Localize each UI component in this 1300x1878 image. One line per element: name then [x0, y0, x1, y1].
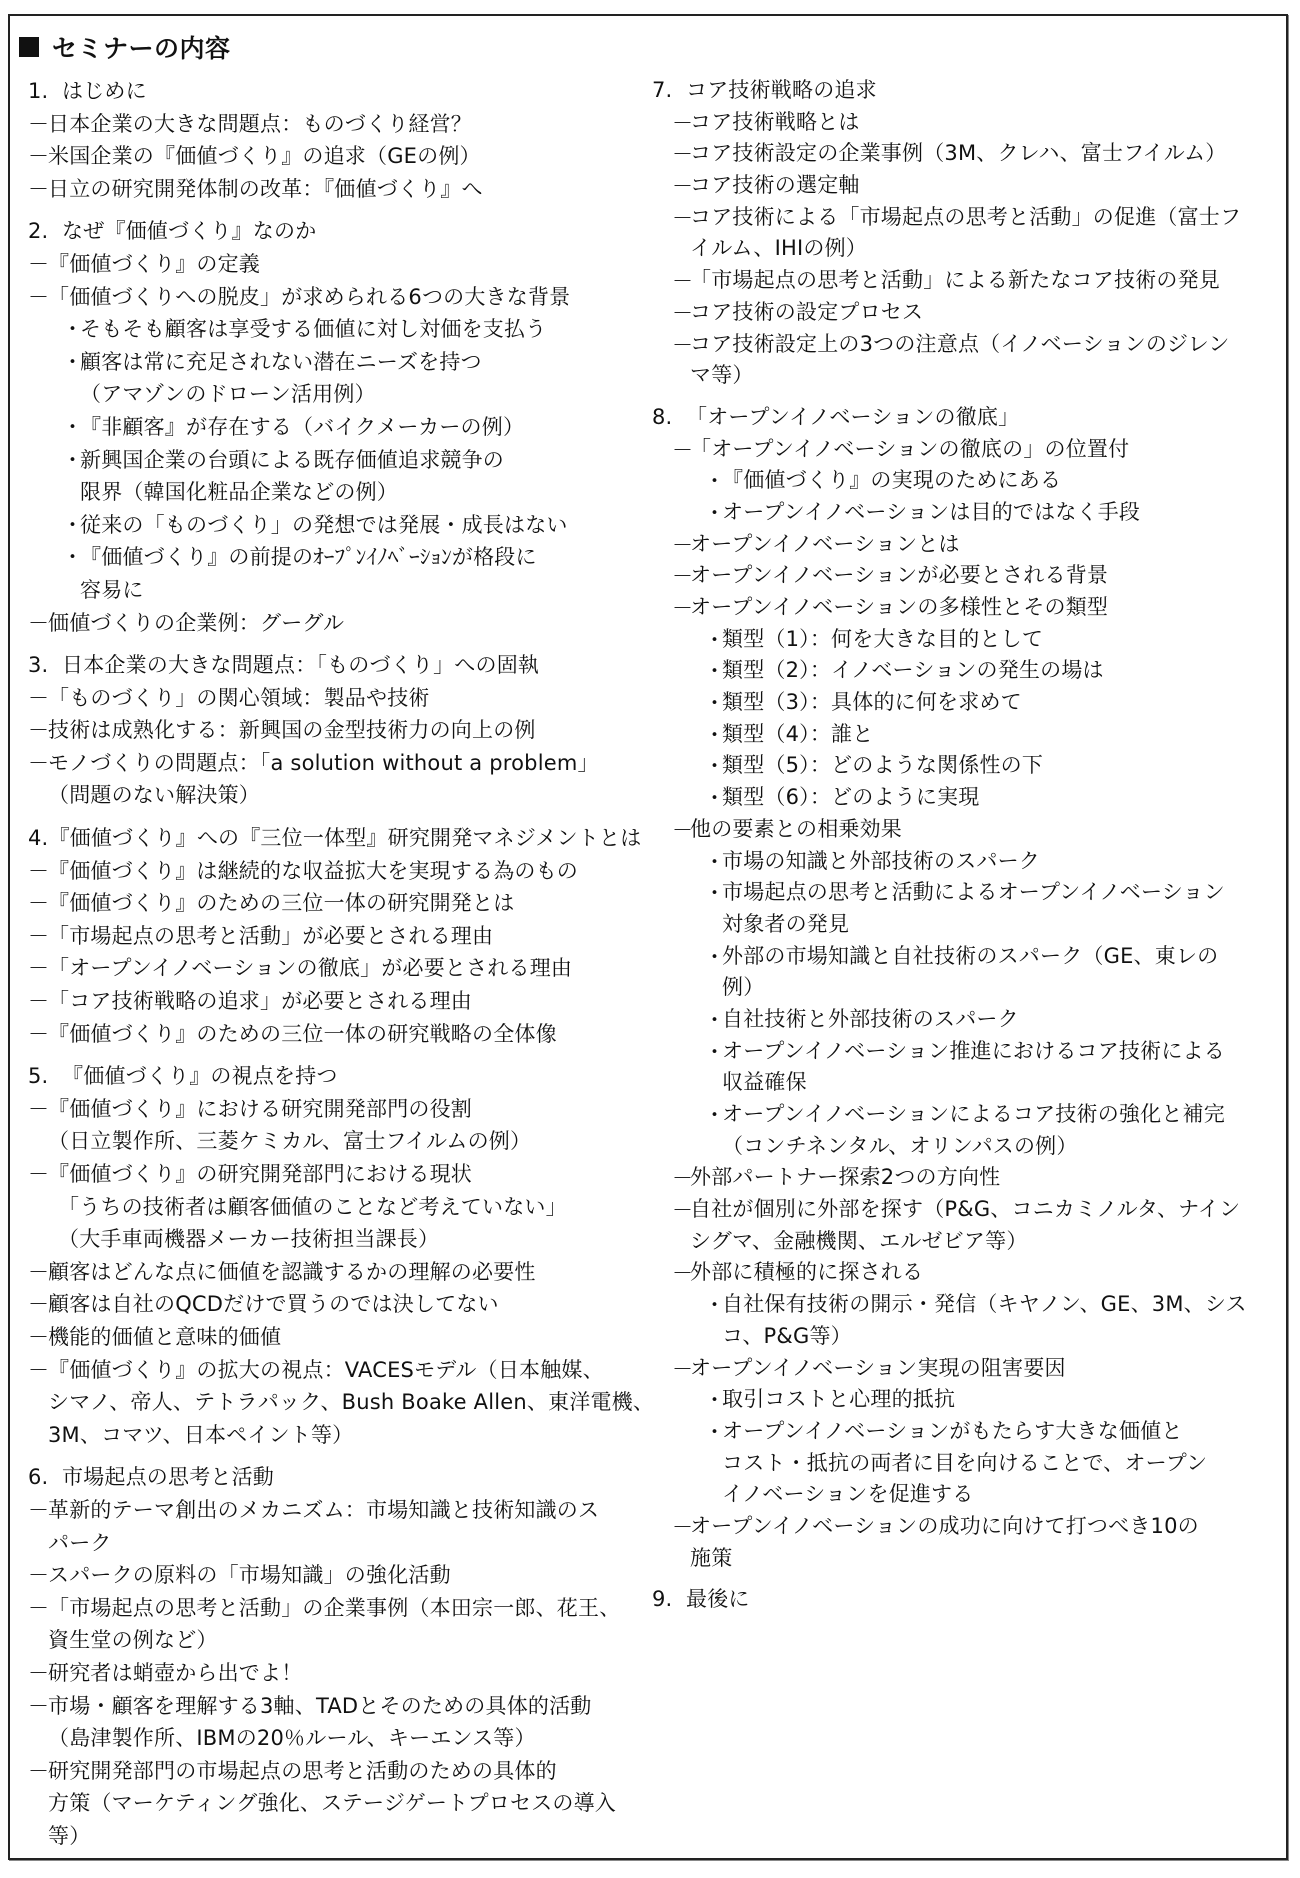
bullet-icon: ・	[704, 1007, 726, 1032]
dash-icon: －	[672, 205, 694, 230]
right-column	[652, 75, 1282, 1626]
item-text-line: 収益確保	[722, 1070, 807, 1095]
item-text-line: オープンイノベーションの多様性とその類型	[690, 595, 1109, 619]
dash-icon: －	[28, 1021, 50, 1046]
bullet-item	[28, 313, 638, 346]
bullet-item	[652, 1289, 1282, 1352]
dash-icon: －	[28, 956, 50, 981]
outline-section	[28, 215, 638, 639]
bullet-icon: ・	[62, 512, 84, 537]
dash-item	[28, 952, 638, 985]
item-text-line: 新興国企業の台頭による既存価値追求競争の	[80, 447, 504, 472]
section-heading-text: はじめに	[62, 79, 147, 103]
item-text-line: コア技術の設定プロセス	[690, 299, 924, 324]
item-text-line: 類型（2）：イノベーションの発生の場は	[722, 658, 1104, 683]
dash-icon: －	[28, 1259, 50, 1284]
outline-section	[28, 822, 642, 1050]
dash-item	[28, 985, 638, 1018]
dash-item	[652, 202, 1282, 265]
bullet-icon: ・	[704, 1419, 726, 1444]
dash-icon: －	[28, 144, 50, 169]
dash-icon: －	[672, 1166, 694, 1191]
bullet-item	[652, 1416, 1282, 1511]
section-heading	[28, 215, 638, 248]
item-text-line: 「ものづくり」の関心領域：製品や技術	[48, 685, 430, 710]
item-text-line: オープンイノベーションがもたらす大きな価値と	[722, 1418, 1183, 1443]
dash-icon: －	[28, 1357, 50, 1382]
item-text-line: コア技術の選定軸	[690, 173, 860, 198]
dash-icon: －	[28, 1595, 50, 1620]
bullet-item	[652, 719, 1282, 751]
item-text-line: 自社保有技術の開示・発信（キヤノン、GE、3M、シス	[722, 1292, 1247, 1317]
item-text-line: 類型（1）：何を大きな目的として	[722, 626, 1044, 651]
section-heading-text: 日本企業の大きな問題点：「ものづくり」への固執	[62, 653, 540, 678]
section-heading-text: 「オープンイノベーションの徹底」	[686, 404, 1020, 429]
black-square-icon	[19, 37, 39, 57]
dash-item	[28, 855, 638, 888]
item-text-line: 取引コストと心理的抵抗	[722, 1387, 956, 1412]
item-text-line: （日立製作所、三菱ケミカル、富士フイルムの例）	[48, 1129, 532, 1154]
section-number: 1.	[28, 79, 49, 103]
item-text-line: 外部に積極的に探される	[690, 1260, 924, 1285]
item-text-line: シマノ、帝人、テトラパック、Bush Boake Allen、東洋電機、	[48, 1390, 655, 1415]
item-text-line: オープンイノベーションが必要とされる背景	[690, 563, 1109, 588]
item-text-line: オープンイノベーション推進におけるコア技術による	[722, 1038, 1225, 1063]
dash-item	[28, 1093, 638, 1158]
item-text-line: 「うちの技術者は顧客価値のことなど考えていない」	[58, 1194, 567, 1219]
dash-item	[652, 434, 1282, 466]
dash-icon: －	[672, 269, 694, 294]
item-text-line: 『価値づくり』の拡大の視点：VACESモデル（日本触媒、	[48, 1357, 604, 1382]
item-text-line: コア技術戦略とは	[690, 109, 860, 134]
item-text-line: イルム、IHIの例）	[690, 236, 867, 261]
dash-item	[652, 297, 1282, 329]
item-text-line: 例）	[722, 975, 765, 1000]
item-text-line: 『価値づくり』のための三位一体の研究戦略の全体像	[48, 1021, 557, 1046]
bullet-item	[28, 346, 638, 411]
section-number: 6.	[28, 1465, 49, 1490]
bullet-icon: ・	[704, 1103, 726, 1127]
section-heading-text: なぜ『価値づくり』なのか	[62, 219, 317, 244]
dash-item	[28, 1657, 638, 1690]
bullet-icon: ・	[704, 659, 726, 684]
item-text-line: 自社技術と外部技術のスパーク	[722, 1006, 1019, 1031]
dash-icon: －	[672, 110, 694, 135]
item-text-line: 「オープンイノベーションの徹底」が必要とされる理由	[48, 956, 573, 981]
outline-section	[28, 75, 638, 205]
item-text-line: 顧客はどんな点に価値を認識するかの理解の必要性	[48, 1259, 536, 1284]
dash-item	[652, 329, 1282, 392]
outline-section	[652, 1584, 1282, 1616]
bullet-item	[28, 411, 638, 444]
dash-icon: －	[672, 142, 694, 167]
bullet-icon: ・	[704, 754, 726, 779]
dash-item	[28, 747, 638, 812]
dash-icon: －	[672, 1514, 694, 1539]
left-column	[28, 75, 655, 1862]
dash-icon: －	[672, 1356, 694, 1381]
section-number: 2.	[28, 219, 49, 244]
item-text-line: 外部パートナー探索2つの方向性	[690, 1165, 1001, 1190]
dash-icon: －	[672, 1261, 694, 1286]
item-text-line: パーク	[48, 1530, 112, 1555]
item-text-line: 『価値づくり』の前提のｵｰﾌﾟﾝｲﾉﾍﾞｰｼｮﾝが格段に	[80, 545, 537, 570]
item-text-line: 市場・顧客を理解する3軸、TADとそのための具体的活動	[48, 1693, 592, 1718]
dash-icon: －	[28, 610, 50, 635]
bullet-item	[652, 497, 1282, 529]
dash-icon: －	[28, 1563, 50, 1588]
item-text-line: 対象者の発見	[722, 911, 850, 936]
item-text-line: 『非顧客』が存在する（バイクメーカーの例）	[80, 414, 525, 439]
page-title-text: セミナーの内容	[52, 34, 231, 63]
item-text-line: 他の要素との相乗効果	[690, 816, 902, 841]
dash-icon: －	[672, 596, 694, 620]
item-text-line: 価値づくりの企業例：グーグル	[48, 610, 345, 635]
dash-item	[28, 1321, 638, 1354]
item-text-line: 自社が個別に外部を探す（P&G、コニカミノルタ、ナイン	[690, 1197, 1241, 1222]
dash-item	[28, 1559, 638, 1592]
item-text-line: （島津製作所、IBMの20％ルール、キーエンス等）	[48, 1726, 536, 1751]
item-text-line: 市場の知識と外部技術のスパーク	[722, 848, 1040, 873]
bullet-item	[652, 782, 1282, 814]
dash-item	[28, 1018, 638, 1051]
dash-item	[652, 1353, 1282, 1385]
bullet-icon: ・	[704, 786, 726, 811]
item-text-line: 資生堂の例など）	[48, 1628, 218, 1653]
section-number: 7.	[652, 78, 673, 102]
bullet-icon: ・	[704, 469, 726, 494]
dash-icon: －	[28, 284, 50, 309]
section-heading-text: 『価値づくり』への『三位一体型』研究開発マネジメントとは	[48, 826, 642, 851]
bullet-item	[652, 846, 1282, 878]
item-text-line: イノベーションを促進する	[722, 1482, 974, 1507]
dash-item	[652, 560, 1282, 592]
bullet-item	[652, 624, 1282, 656]
item-text-line: オープンイノベーションによるコア技術の強化と補完	[722, 1102, 1225, 1126]
item-text-line: 「価値づくりへの脱皮」が求められる6つの大きな背景	[48, 284, 571, 309]
section-heading-text: 最後に	[686, 1587, 750, 1612]
section-heading	[652, 402, 1282, 434]
dash-icon: －	[672, 564, 694, 589]
item-text-line: 類型（6）：どのように実現	[722, 785, 980, 810]
dash-item	[28, 1690, 638, 1755]
bullet-item	[652, 941, 1282, 1004]
dash-item	[28, 1288, 638, 1321]
dash-icon: －	[28, 1324, 50, 1349]
item-text-line: 技術は成熟化する：新興国の金型技術力の向上の例	[48, 718, 536, 743]
section-number: 5.	[28, 1064, 49, 1089]
bullet-item	[652, 877, 1282, 940]
item-text-line: 外部の市場知識と自社技術のスパーク（GE、東レの	[722, 943, 1219, 968]
dash-item	[28, 714, 638, 747]
dash-icon: －	[28, 750, 50, 775]
item-text-line: （問題のない解決策）	[48, 783, 260, 808]
section-heading	[28, 1060, 638, 1093]
item-text-line: 容易に	[80, 577, 144, 602]
item-text-line: 『価値づくり』の実現のためにある	[722, 468, 1062, 493]
outline-section	[28, 649, 638, 812]
item-text-line: 限界（韓国化粧品企業などの例）	[80, 480, 398, 505]
outline-section	[28, 1060, 655, 1451]
dash-item	[28, 1158, 638, 1191]
item-text-line: 「市場起点の思考と活動」の企業事例（本田宗一郎、花王、	[48, 1595, 621, 1620]
bullet-item	[652, 465, 1282, 497]
bullet-icon: ・	[62, 317, 84, 342]
dash-icon: －	[672, 437, 694, 462]
section-heading	[28, 1461, 638, 1494]
item-text-line: 3M、コマツ、日本ペイント等）	[48, 1422, 354, 1447]
item-text-line: マ等）	[690, 363, 754, 388]
bullet-item	[652, 1384, 1282, 1416]
dash-icon: －	[672, 174, 694, 199]
item-text-line: 研究者は蛸壺から出でよ！	[48, 1660, 303, 1685]
section-heading	[28, 822, 642, 855]
bullet-icon: ・	[704, 849, 726, 874]
dash-item	[28, 682, 638, 715]
outline-section	[652, 402, 1282, 1574]
dash-icon: －	[28, 718, 50, 743]
dash-icon: －	[28, 1758, 50, 1783]
section-heading	[28, 75, 638, 108]
dash-item	[652, 1257, 1282, 1289]
item-text-line: 顧客は自社のQCDだけで買うのでは決してない	[48, 1292, 499, 1317]
dash-icon: －	[672, 332, 694, 357]
dash-icon: －	[28, 1096, 50, 1121]
bullet-icon: ・	[62, 414, 84, 439]
item-text-line: 方策（マーケティング強化、ステージゲートプロセスの導入	[48, 1791, 616, 1816]
dash-icon: －	[28, 891, 50, 916]
item-text-line: オープンイノベーションの成功に向けて打つべき10の	[690, 1513, 1199, 1538]
dash-icon: －	[28, 923, 50, 948]
dash-item	[652, 107, 1282, 139]
dash-item	[652, 529, 1282, 561]
dash-item	[652, 170, 1282, 202]
item-text-line: 市場起点の思考と活動によるオープンイノベーション	[722, 880, 1225, 905]
item-text-line: 『価値づくり』の研究開発部門における現状	[48, 1162, 472, 1186]
item-text-line: 米国企業の『価値づくり』の追求（GEの例）	[48, 144, 481, 169]
dash-icon: －	[28, 176, 50, 201]
item-text-line: 「市場起点の思考と活動」による新たなコア技術の発見	[690, 268, 1220, 293]
section-heading	[652, 1584, 1282, 1616]
item-text-line: 類型（5）：どのような関係性の下	[722, 753, 1044, 778]
bullet-icon: ・	[704, 881, 726, 906]
dash-item	[28, 887, 638, 920]
bullet-item	[652, 655, 1282, 687]
section-heading-text: 『価値づくり』の視点を持つ	[62, 1064, 338, 1089]
item-text-line: コ、P&G等）	[722, 1323, 852, 1348]
bullet-item	[28, 444, 638, 509]
dash-icon: －	[672, 817, 694, 842]
section-heading-text: コア技術戦略の追求	[686, 78, 877, 102]
dash-item	[28, 920, 638, 953]
dash-item	[28, 607, 638, 640]
item-text-line: （コンチネンタル、オリンパスの例）	[722, 1133, 1078, 1158]
item-text-line: 『価値づくり』は継続的な収益拡大を実現する為のもの	[48, 858, 578, 883]
dash-icon: －	[28, 251, 50, 276]
bullet-item	[652, 750, 1282, 782]
bullet-icon: ・	[704, 722, 726, 747]
item-text-line: 従来の「ものづくり」の発想では発展・成長はない	[80, 512, 568, 537]
item-text-line: コア技術設定の企業事例（3M、クレハ、富士フイルム）	[690, 141, 1227, 166]
bullet-item	[28, 541, 638, 606]
bullet-item	[28, 509, 638, 542]
bullet-icon: ・	[704, 1293, 726, 1318]
item-text-line: 『価値づくり』の定義	[48, 251, 260, 276]
bullet-icon: ・	[704, 944, 726, 969]
dash-item	[28, 1755, 638, 1853]
bullet-icon: ・	[704, 627, 726, 652]
dash-item	[28, 173, 638, 206]
item-text-line: オープンイノベーション実現の阻害要因	[690, 1355, 1066, 1380]
dash-icon: －	[28, 111, 50, 136]
dash-item	[28, 1494, 638, 1559]
dash-item	[28, 248, 638, 281]
item-text-line: オープンイノベーションは目的ではなく手段	[722, 499, 1141, 524]
item-text-line: 『価値づくり』のための三位一体の研究開発とは	[48, 891, 515, 916]
item-text-line: 研究開発部門の市場起点の思考と活動のための具体的	[48, 1758, 557, 1783]
dash-icon: －	[672, 300, 694, 325]
item-text-line: 等）	[48, 1823, 91, 1848]
dash-icon: －	[28, 1660, 50, 1685]
dash-icon: －	[28, 1693, 50, 1718]
item-text-line: モノづくりの問題点：「a solution without a problem」	[48, 750, 599, 775]
bullet-icon: ・	[704, 1039, 726, 1064]
bullet-item	[652, 1036, 1282, 1099]
dash-item	[652, 265, 1282, 297]
bullet-icon: ・	[62, 349, 84, 374]
bullet-item	[652, 1004, 1282, 1036]
item-text-line: オープンイノベーションとは	[690, 531, 960, 556]
dash-item	[652, 1162, 1282, 1194]
dash-item	[28, 1354, 655, 1452]
dash-item	[652, 138, 1282, 170]
dash-item	[28, 281, 638, 314]
page-title	[19, 30, 231, 64]
item-text-line: そもそも顧客は享受する価値に対し対価を支払う	[80, 317, 547, 342]
dash-icon: －	[28, 1162, 50, 1186]
item-text-line: 「コア技術戦略の追求」が必要とされる理由	[48, 989, 472, 1014]
dash-icon: －	[672, 532, 694, 557]
bullet-icon: ・	[704, 1388, 726, 1413]
section-number: 9.	[652, 1587, 673, 1612]
dash-icon: －	[28, 1292, 50, 1317]
bullet-icon: ・	[62, 447, 84, 472]
section-number: 3.	[28, 653, 49, 678]
outline-section	[28, 1461, 638, 1852]
dash-item	[28, 108, 638, 141]
dash-icon: －	[28, 858, 50, 883]
item-text-line: 「オープンイノベーションの徹底の」の位置付	[690, 436, 1130, 461]
section-number: 4.	[28, 826, 49, 851]
item-text-line: 『価値づくり』における研究開発部門の役割	[48, 1096, 472, 1121]
dash-item	[28, 140, 638, 173]
section-heading	[652, 75, 1282, 107]
item-text-line: 革新的テーマ創出のメカニズム：市場知識と技術知識のス	[48, 1497, 600, 1522]
item-text-line: コア技術設定上の3つの注意点（イノベーションのジレン	[690, 331, 1230, 356]
section-heading	[28, 649, 638, 682]
item-text-line: 日立の研究開発体制の改革：『価値づくり』へ	[48, 176, 483, 201]
dash-item	[652, 592, 1282, 624]
item-text-line: 顧客は常に充足されない潜在ニーズを持つ	[80, 349, 482, 374]
item-text-line: （アマゾンのドローン活用例）	[80, 382, 376, 407]
bullet-item	[652, 687, 1282, 719]
bullet-icon: ・	[704, 691, 726, 716]
item-text-line: 「市場起点の思考と活動」が必要とされる理由	[48, 923, 494, 948]
item-text-line: （大手車両機器メーカー技術担当課長）	[58, 1227, 440, 1252]
bullet-icon: ・	[62, 545, 84, 570]
item-text-line: 類型（3）：具体的に何を求めて	[722, 690, 1022, 715]
dash-item	[652, 1511, 1282, 1574]
dash-item	[652, 814, 1282, 846]
dash-icon: －	[28, 989, 50, 1014]
section-number: 8.	[652, 404, 673, 429]
dash-icon: －	[672, 1198, 694, 1223]
quote-item	[28, 1191, 638, 1256]
bullet-icon: ・	[704, 500, 726, 525]
dash-item	[652, 1194, 1282, 1257]
dash-item	[28, 1592, 638, 1657]
bullet-item	[652, 1099, 1282, 1162]
dash-icon: －	[28, 685, 50, 710]
dash-icon: －	[28, 1497, 50, 1522]
item-text-line: 日本企業の大きな問題点：ものづくり経営？	[48, 111, 472, 136]
item-text-line: シグマ、金融機関、エルゼビア等）	[690, 1228, 1028, 1253]
item-text-line: 類型（4）：誰と	[722, 721, 874, 746]
dash-item	[28, 1256, 638, 1289]
item-text-line: スパークの原料の「市場知識」の強化活動	[48, 1563, 451, 1588]
item-text-line: 施策	[690, 1545, 733, 1570]
outline-section	[652, 75, 1282, 392]
item-text-line: 機能的価値と意味的価値	[48, 1324, 282, 1349]
item-text-line: コア技術による「市場起点の思考と活動」の促進（富士フ	[690, 204, 1242, 229]
item-text-line: コスト・抵抗の両者に目を向けることで、オープン	[722, 1450, 1208, 1475]
section-heading-text: 市場起点の思考と活動	[62, 1465, 274, 1490]
